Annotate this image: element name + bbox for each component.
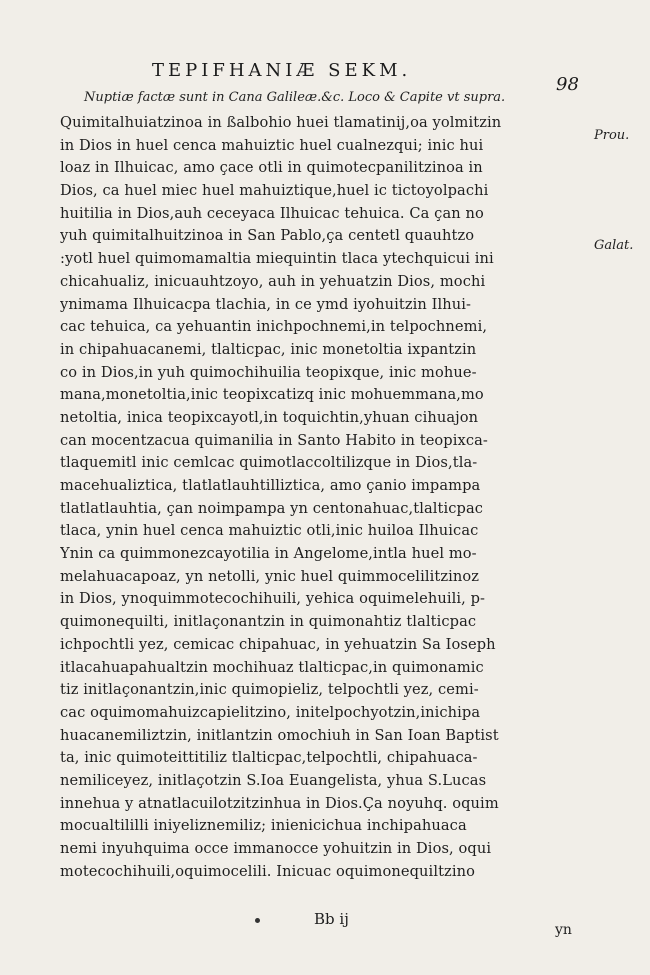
body-line: in Dios, ynoquimmotecochihuili, yehica oquimelehuili, p-	[60, 590, 486, 608]
running-title: TEPIFHANIÆ SEKM.	[152, 60, 412, 81]
margin-note-prou: Prou.	[594, 128, 630, 143]
body-line: itlacahuapahualtzin mochihuaz tlalticpac,in quimonamic	[60, 658, 484, 676]
body-line: motecochihuili,oquimocelili. Inicuac oquimonequiltzino	[60, 862, 475, 880]
margin-note-galat: Galat.	[594, 238, 634, 253]
body-line: in chipahuacanemi, tlalticpac, inic monetoltia ixpantzin	[60, 340, 477, 358]
body-line: yuh quimitalhuitzinoa in San Pablo,ça centetl quauhtzo	[60, 227, 475, 245]
body-line: tlatlatlauhtia, çan noimpampa yn centonahuac,tlalticpac	[60, 499, 484, 517]
body-text	[60, 112, 588, 883]
page-number: 98	[556, 74, 579, 95]
body-line: quimonequilti, initlaçonantzin in quimonahtiz tlalticpac	[60, 613, 477, 631]
subheading: Nuptiæ factæ sunt in Cana Galileæ.&c. Loco & Capite vt supra.	[84, 90, 506, 105]
body-line: mocualtililli iniyeliznemiliz; inienicichua inchipahuaca	[60, 817, 467, 835]
body-line: nemiliceyez, initlaçotzin S.Ioa Euangelista, yhua S.Lucas	[60, 771, 487, 789]
body-line: chicahualiz, inicuauhtzoyo, auh in yehuatzin Dios, mochi	[60, 272, 486, 290]
body-line: netoltia, inica teopixcayotl,in toquichtin,yhuan cihuajon	[60, 408, 479, 426]
body-line: ichpochtli yez, cemicac chipahuac, in yehuatzin Sa Ioseph	[60, 635, 496, 653]
body-line: macehualiztica, tlatlatlauhtilliztica, amo çanio impampa	[60, 477, 481, 494]
printer-mark-dot	[255, 918, 260, 923]
body-line: mana,monetoltia,inic teopixcatizq inic mohuemmana,mo	[60, 386, 484, 404]
body-line: tlaquemitl inic cemlcac quimotlaccoltilizque in Dios,tla-	[60, 454, 478, 472]
body-line: huitilia in Dios,auh ceceyaca Ilhuicac tehuica. Ca çan no	[60, 204, 484, 222]
body-line: in Dios in huel cenca mahuiztic huel cualnezqui; inic hui	[60, 136, 484, 154]
body-line: nemi inyuhquima occe immanocce yohuitzin in Dios, oqui	[60, 840, 492, 857]
body-line: Ynin ca quimmonezcayotilia in Angelome,intla huel mo-	[60, 545, 477, 563]
body-line: tlaca, ynin huel cenca mahuiztic otli,inic huiloa Ilhuicac	[60, 522, 479, 540]
signature-mark: Bb ij	[314, 910, 349, 928]
body-line: cac tehuica, ca yehuantin inichpochnemi,in telpochnemi,	[60, 318, 488, 336]
body-line: Quimitalhuiatzinoa in ßalbohio huei tlamatinij,oa yolmitzin	[60, 114, 502, 131]
body-line: innehua y atnatlacuilotzitzinhua in Dios.Ça noyuhq. oquim	[60, 794, 499, 812]
body-line: loaz in Ilhuicac, amo çace otli in quimotecpanilitzinoa in	[60, 159, 483, 177]
body-line: melahuacapoaz, yn netolli, ynic huel quimmocelilitzinoz	[60, 567, 480, 585]
body-line: huacanemiliztzin, initlantzin omochiuh in San Ioan Baptist	[60, 726, 499, 744]
body-line: ynimama Ilhuicacpa tlachia, in ce ymd iyohuitzin Ilhui-	[60, 295, 472, 313]
body-line: co in Dios,in yuh quimochihuilia teopixque, inic mohue-	[60, 363, 477, 381]
catchword: yn	[555, 922, 572, 938]
body-line: tiz initlaçonantzin,inic quimopieliz, telpochtli yez, cemi-	[60, 681, 479, 699]
body-line: :yotl huel quimomamaltia miequintin tlaca ytechquicui ini	[60, 250, 494, 268]
body-line: Dios, ca huel miec huel mahuiztique,huel ic tictoyolpachi	[60, 182, 489, 200]
body-line: ta, inic quimoteittitiliz tlalticpac,telpochtli, chipahuaca-	[60, 749, 478, 767]
body-line: cac oquimomahuizcapielitzino, initelpochyotzin,inichipa	[60, 703, 481, 721]
body-line: can mocentzacua quimanilia in Santo Habito in teopixca-	[60, 431, 488, 449]
